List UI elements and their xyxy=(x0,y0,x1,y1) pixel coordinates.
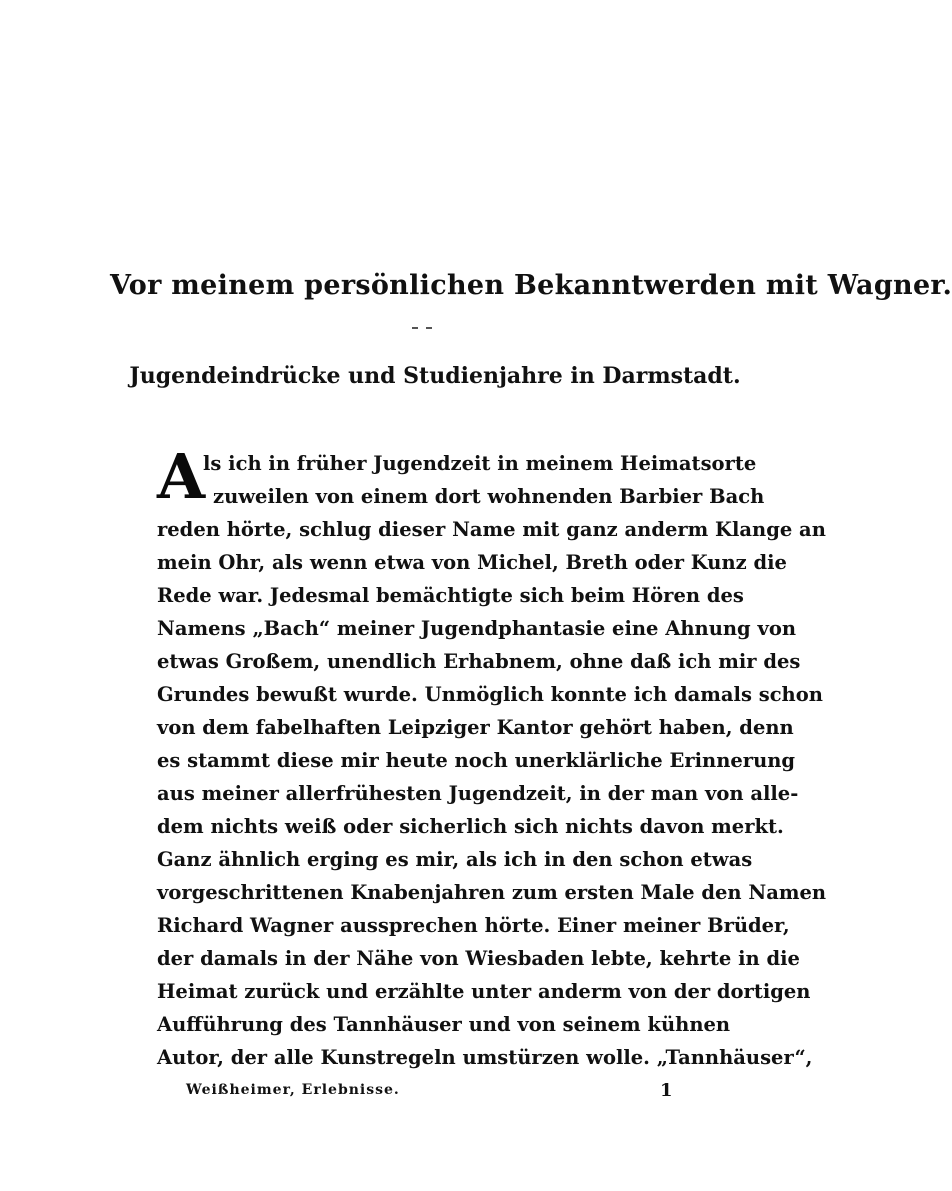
text-line: Ganz ähnlich erging es mir, als ich in den schon etwas xyxy=(157,848,753,871)
text-line: es stammt diese mir heute noch unerklärliche Erinnerung xyxy=(157,749,796,772)
text-line: Richard Wagner aussprechen hörte. Einer meiner Brüder, xyxy=(157,914,790,937)
chapter-subtitle: Jugendeindrücke und Studienjahre in Darmstadt. xyxy=(129,363,741,389)
text-line: reden hörte, schlug dieser Name mit ganz anderm Klange an xyxy=(157,518,826,541)
page-number: 1 xyxy=(660,1080,673,1101)
text-line: ls ich in früher Jugendzeit in meinem Heimatsorte xyxy=(203,452,757,475)
signature-mark: Weißheimer, Erlebnisse. xyxy=(186,1082,400,1098)
text-line: der damals in der Nähe von Wiesbaden lebte, kehrte in die xyxy=(157,947,800,970)
text-line: Heimat zurück und erzählte unter anderm von der dortigen xyxy=(157,980,811,1003)
text-line: Autor, der alle Kunstregeln umstürzen wolle. „Tannhäuser“, xyxy=(157,1046,813,1069)
text-line: vorgeschrittenen Knabenjahren zum ersten Male den Namen xyxy=(157,881,827,904)
text-line: Aufführung des Tannhäuser und von seinem kühnen xyxy=(157,1013,731,1036)
title-ornament xyxy=(410,327,436,331)
text-line: etwas Großem, unendlich Erhabnem, ohne daß ich mir des xyxy=(157,650,801,673)
body-text xyxy=(157,440,827,1074)
text-line: Rede war. Jedesmal bemächtigte sich beim Hören des xyxy=(157,584,744,607)
text-line: von dem fabelhaften Leipziger Kantor gehört haben, denn xyxy=(157,716,794,739)
text-line: mein Ohr, als wenn etwa von Michel, Breth oder Kunz die xyxy=(157,551,787,574)
text-line: aus meiner allerfrühesten Jugendzeit, in der man von alle- xyxy=(157,782,799,805)
text-line: zuweilen von einem dort wohnenden Barbier Bach xyxy=(213,485,765,508)
chapter-title: Vor meinem persönlichen Bekanntwerden mit Wagner. xyxy=(110,270,952,301)
text-line: Grundes bewußt wurde. Unmöglich konnte ich damals schon xyxy=(157,683,823,706)
text-line: Namens „Bach“ meiner Jugendphantasie eine Ahnung von xyxy=(157,617,796,640)
text-line: dem nichts weiß oder sicherlich sich nichts davon merkt. xyxy=(157,815,784,838)
drop-cap: A xyxy=(157,440,206,513)
